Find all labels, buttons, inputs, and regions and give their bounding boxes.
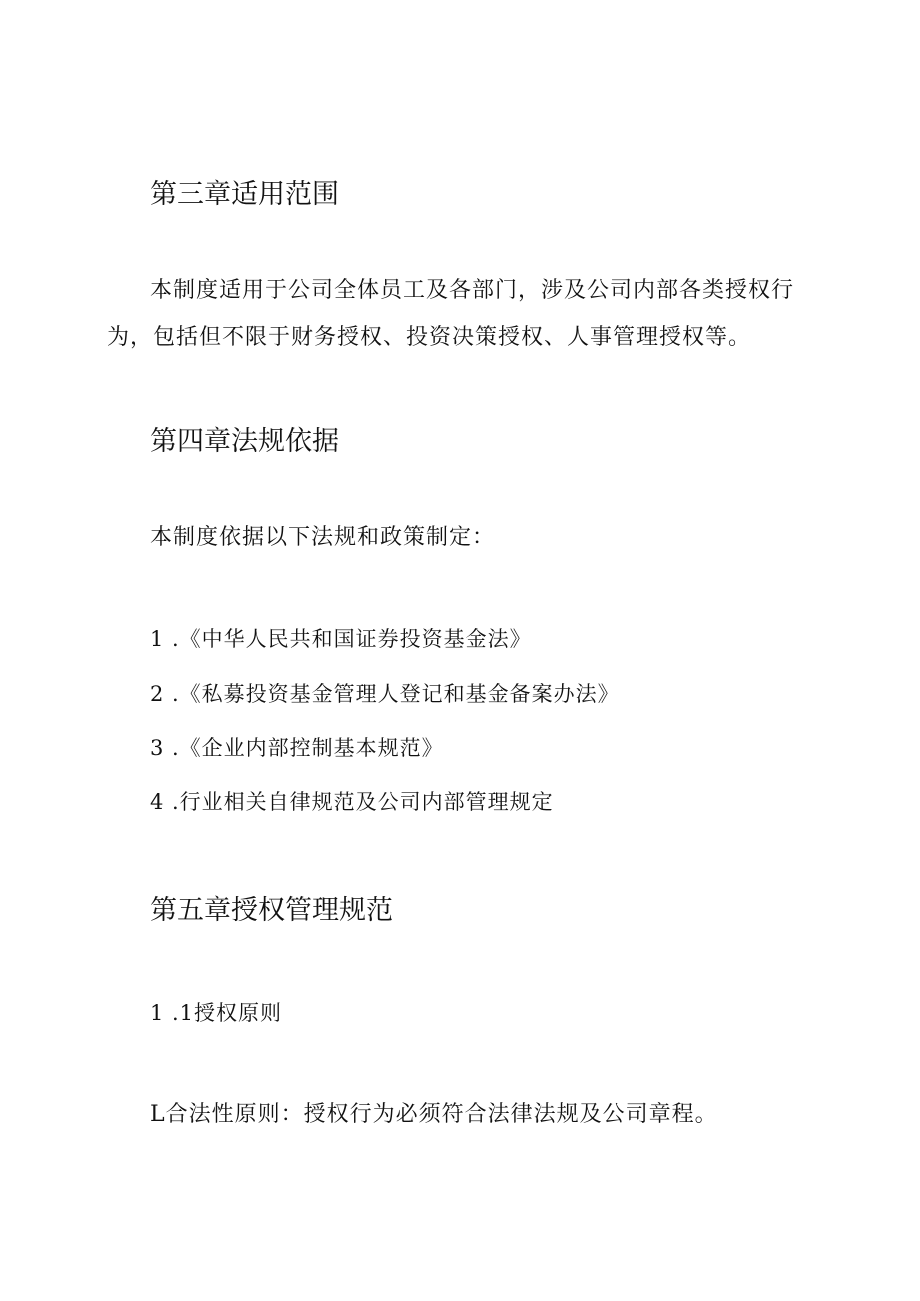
list-item-number: 1 (150, 627, 164, 651)
list-item-number: 3 (150, 736, 164, 760)
chapter3-heading: 第三章适用范围 (150, 179, 339, 210)
list-item-number: 4 (150, 790, 164, 814)
chapter5-heading: 第五章授权管理规范 (150, 895, 393, 926)
legality-principle: L合法性原则：授权行为必须符合法律法规及公司章程。 (150, 1102, 718, 1127)
list-item-text: .《企业内部控制基本规范》 (172, 736, 444, 760)
list-item (150, 629, 532, 650)
chapter4-heading: 第四章法规依据 (150, 426, 339, 457)
section-number: 1 (150, 1001, 164, 1025)
list-item-text: .《中华人民共和国证券投资基金法》 (172, 627, 532, 651)
section-heading (150, 1003, 282, 1024)
chapter4-intro: 本制度依据以下法规和政策制定： (150, 525, 496, 550)
list-item-number: 2 (150, 682, 164, 706)
list-item (150, 684, 620, 705)
list-item-text: .《私募投资基金管理人登记和基金备案办法》 (172, 682, 620, 706)
list-item (150, 792, 554, 813)
chapter3-paragraph-line2: 为，包括但不限于财务授权、投资决策授权、人事管理授权等。 (107, 325, 752, 350)
section-title: .1授权原则 (172, 1001, 283, 1025)
chapter3-paragraph-line1: 本制度适用于公司全体员工及各部门，涉及公司内部各类授权行 (150, 278, 795, 303)
list-item-text: .行业相关自律规范及公司内部管理规定 (172, 790, 554, 814)
list-item (150, 738, 444, 759)
